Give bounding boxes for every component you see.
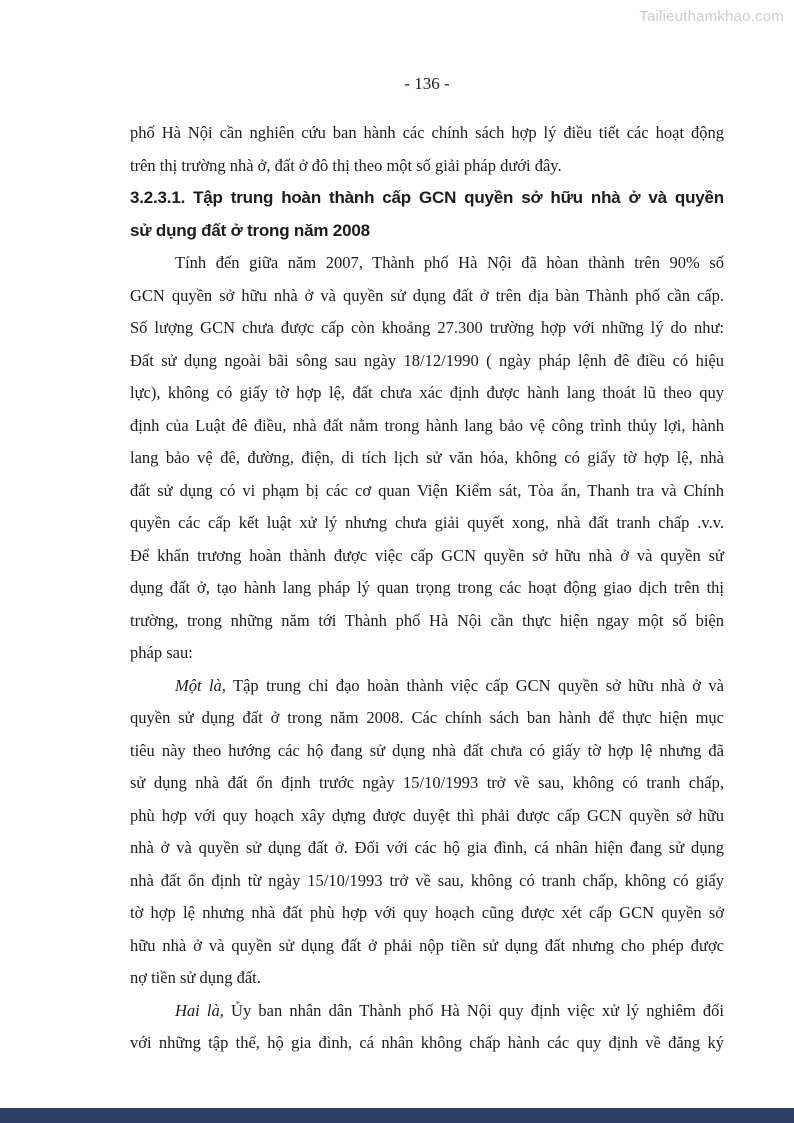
paragraph-intro [130, 117, 724, 182]
italic-lead: Một là, [175, 675, 226, 695]
site-watermark: Tailieuthamkhao.com [639, 8, 784, 25]
text-line: Hai là, Ủy ban nhân dân Thành phố Hà Nội quy định việc xử lý nghiêm đối [175, 1000, 724, 1020]
footer-bar [0, 1108, 794, 1123]
text-line: phố Hà Nội cần nghiên cứu ban hành các chính sách hợp lý điều tiết các hoạt động [130, 123, 724, 142]
text-line: lang bảo vệ đê, đường, điện, di tích lịch sử văn hóa, không có giấy tờ hợp lệ, nhà [130, 448, 724, 467]
text-line: nhà đất ổn định từ ngày 15/10/1993 trở về sau, không có tranh chấp, không có giấy [130, 870, 724, 890]
text-line: sử dụng đất ở trong năm 2008 [130, 220, 370, 240]
text-line: với những tập thể, hộ gia đình, cá nhân không chấp hành các quy định về đăng ký [130, 1033, 724, 1052]
text-line: Tính đến giữa năm 2007, Thành phố Hà Nội đã hòan thành trên 90% số [175, 253, 724, 272]
text-line: quyền sử dụng đất ở trong năm 2008. Các chính sách ban hành để thực hiện mục [130, 708, 724, 727]
text-line: tiêu này theo hướng các hộ đang sử dụng nhà đất chưa có giấy tờ hợp lệ nhưng đã [130, 740, 724, 760]
text-line: tờ hợp lệ nhưng nhà đất phù hợp với quy hoạch cũng được xét cấp GCN quyền sở [130, 903, 724, 922]
text-line: sử dụng nhà đất ổn định trước ngày 15/10/1993 trở về sau, không có tranh chấp, [130, 773, 724, 792]
paragraph-status-2007 [130, 247, 724, 670]
text-line: nhà ở và quyền sử dụng đất ở. Đối với các hộ gia đình, cá nhân hiện đang sử dụng [130, 838, 724, 857]
text-line: Một là, Tập trung chỉ đạo hoàn thành việc cấp GCN quyền sở hữu nhà ở và [175, 675, 724, 695]
text-line: pháp sau: [130, 643, 193, 662]
text-line: Đất sử dụng ngoài bãi sông sau ngày 18/12/1990 ( ngày pháp lệnh đê điều có hiệu [130, 350, 724, 370]
section-heading-3-2-3-1 [130, 182, 724, 247]
text-line: lực), không có giấy tờ hợp lệ, đất chưa xác định được hành lang thoát lũ theo quy [130, 383, 724, 402]
page-body [130, 117, 724, 1060]
text-line: quyền các cấp kết luật xử lý nhưng chưa giải quyết xong, nhà đất tranh chấp .v.v. [130, 513, 724, 532]
italic-lead: Hai là, [175, 1000, 224, 1020]
text-line: đất sử dụng có vi phạm bị các cơ quan Viện Kiểm sát, Tòa án, Thanh tra và Chính [130, 480, 724, 500]
text-line: nợ tiền sử dụng đất. [130, 968, 261, 987]
page-number: - 136 - [404, 74, 450, 93]
paragraph-hai-la [130, 995, 724, 1060]
text-line: Để khẩn trương hoàn thành được việc cấp GCN quyền sở hữu nhà ở và quyền sử [130, 545, 724, 565]
text-line: định của Luật đê điều, nhà đất nằm trong hành lang bảo vệ công trình thủy lợi, hành [130, 415, 724, 435]
text-line: hữu nhà ở và quyền sử dụng đất ở phải nộp tiền sử dụng đất nhưng cho phép được [130, 935, 724, 955]
text-line: dụng đất ở, tạo hành lang pháp lý quan trọng trong các hoạt động giao dịch trên thị [130, 578, 724, 597]
paragraph-mot-la [130, 670, 724, 995]
text-line: trên thị trường nhà ở, đất ở đô thị theo một số giải pháp dưới đây. [130, 155, 562, 175]
text-line: trường, trong những năm tới Thành phố Hà Nội cần thực hiện ngay một số biện [130, 610, 724, 630]
text-line: phù hợp với quy hoạch xây dựng được duyệt thì phải được cấp GCN quyền sở hữu [130, 805, 724, 825]
text-line: 3.2.3.1. Tập trung hoàn thành cấp GCN quyền sở hữu nhà ở và quyền [130, 188, 724, 207]
text-line: GCN quyền sở hữu nhà ở và quyền sử dụng đất ở trên địa bàn Thành phố cần cấp. [130, 285, 724, 305]
text-line: Số lượng GCN chưa được cấp còn khoảng 27.300 trường hợp với những lý do như: [130, 318, 724, 337]
